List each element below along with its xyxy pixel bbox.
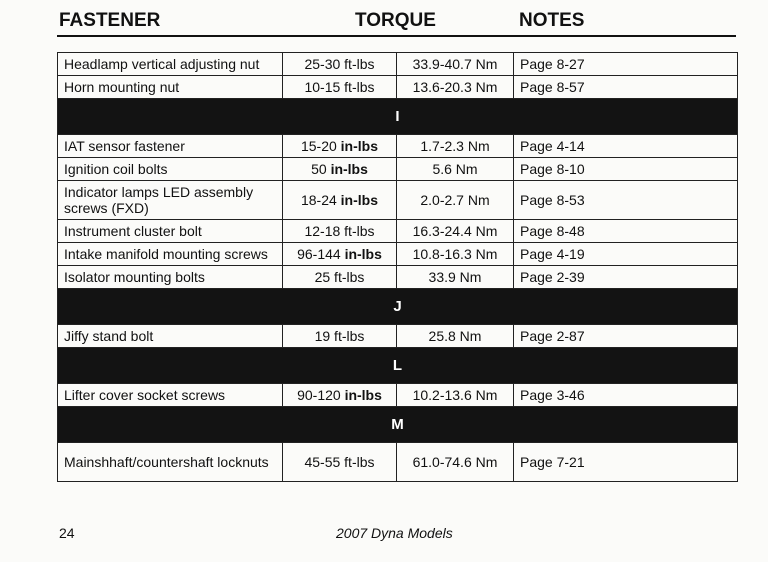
table-row xyxy=(58,135,738,158)
torque-unit: ft-lbs xyxy=(340,454,375,470)
torque-unit: ft-lbs xyxy=(340,79,375,95)
torque-unit: in-lbs xyxy=(340,138,379,154)
section-header-row xyxy=(58,407,738,443)
torque-value: 12-18 xyxy=(304,223,341,239)
notes-cell: Page 8-48 xyxy=(514,220,738,243)
header-torque: TORQUE xyxy=(355,10,436,31)
torque-ftlbs-cell xyxy=(283,158,397,181)
torque-nm-cell: 13.6-20.3 Nm xyxy=(397,76,514,99)
table-row xyxy=(58,53,738,76)
table-row xyxy=(58,243,738,266)
torque-ftlbs-cell xyxy=(283,53,397,76)
section-letter: I xyxy=(58,99,738,135)
fastener-cell: Instrument cluster bolt xyxy=(58,220,283,243)
fastener-cell: IAT sensor fastener xyxy=(58,135,283,158)
notes-cell: Page 4-14 xyxy=(514,135,738,158)
torque-unit: in-lbs xyxy=(344,387,382,403)
torque-unit: ft-lbs xyxy=(330,269,365,285)
notes-cell: Page 2-39 xyxy=(514,266,738,289)
torque-ftlbs-cell xyxy=(283,220,397,243)
fastener-cell: Isolator mounting bolts xyxy=(58,266,283,289)
section-header-row xyxy=(58,99,738,135)
fastener-cell: Indicator lamps LED assembly screws (FXD) xyxy=(58,181,283,220)
torque-value: 90-120 xyxy=(297,387,345,403)
torque-value: 45-55 xyxy=(304,454,341,470)
page-number: 24 xyxy=(59,525,75,541)
torque-nm-cell: 61.0-74.6 Nm xyxy=(397,443,514,482)
torque-value: 96-144 xyxy=(297,246,345,262)
table-row xyxy=(58,158,738,181)
torque-unit: ft-lbs xyxy=(330,328,365,344)
notes-cell: Page 7-21 xyxy=(514,443,738,482)
table-row xyxy=(58,181,738,220)
fastener-cell: Lifter cover socket screws xyxy=(58,384,283,407)
section-letter: M xyxy=(58,407,738,443)
table-row xyxy=(58,266,738,289)
torque-ftlbs-cell xyxy=(283,384,397,407)
torque-nm-cell: 10.8-16.3 Nm xyxy=(397,243,514,266)
torque-ftlbs-cell xyxy=(283,181,397,220)
torque-nm-cell: 25.8 Nm xyxy=(397,325,514,348)
torque-ftlbs-cell xyxy=(283,76,397,99)
torque-value: 25 xyxy=(314,269,331,285)
fastener-cell: Horn mounting nut xyxy=(58,76,283,99)
torque-nm-cell: 2.0-2.7 Nm xyxy=(397,181,514,220)
torque-table xyxy=(57,52,738,482)
notes-cell: Page 3-46 xyxy=(514,384,738,407)
table-row xyxy=(58,220,738,243)
torque-unit: in-lbs xyxy=(340,192,379,208)
torque-ftlbs-cell xyxy=(283,325,397,348)
torque-unit: ft-lbs xyxy=(340,56,375,72)
torque-ftlbs-cell xyxy=(283,443,397,482)
torque-unit: in-lbs xyxy=(344,246,382,262)
notes-cell: Page 8-53 xyxy=(514,181,738,220)
table-row xyxy=(58,76,738,99)
fastener-cell: Mainshhaft/countershaft locknuts xyxy=(58,443,283,482)
torque-value: 18-24 xyxy=(300,192,341,208)
section-header-row xyxy=(58,289,738,325)
notes-cell: Page 4-19 xyxy=(514,243,738,266)
footer-title: 2007 Dyna Models xyxy=(336,525,453,541)
torque-nm-cell: 33.9-40.7 Nm xyxy=(397,53,514,76)
torque-unit: ft-lbs xyxy=(340,223,375,239)
torque-ftlbs-cell xyxy=(283,266,397,289)
fastener-cell: Ignition coil bolts xyxy=(58,158,283,181)
torque-nm-cell: 5.6 Nm xyxy=(397,158,514,181)
header-rule xyxy=(57,35,736,37)
torque-ftlbs-cell xyxy=(283,243,397,266)
torque-value: 50 xyxy=(311,161,331,177)
torque-nm-cell: 16.3-24.4 Nm xyxy=(397,220,514,243)
torque-nm-cell: 1.7-2.3 Nm xyxy=(397,135,514,158)
torque-table-body xyxy=(58,53,738,482)
section-header-row xyxy=(58,348,738,384)
torque-unit: in-lbs xyxy=(330,161,368,177)
section-letter: J xyxy=(58,289,738,325)
torque-ftlbs-cell xyxy=(283,135,397,158)
notes-cell: Page 8-27 xyxy=(514,53,738,76)
notes-cell: Page 8-10 xyxy=(514,158,738,181)
torque-value: 19 xyxy=(314,328,331,344)
fastener-cell: Jiffy stand bolt xyxy=(58,325,283,348)
table-row xyxy=(58,325,738,348)
notes-cell: Page 2-87 xyxy=(514,325,738,348)
fastener-cell: Intake manifold mounting screws xyxy=(58,243,283,266)
torque-nm-cell: 33.9 Nm xyxy=(397,266,514,289)
table-row xyxy=(58,384,738,407)
table-row xyxy=(58,443,738,482)
torque-nm-cell: 10.2-13.6 Nm xyxy=(397,384,514,407)
notes-cell: Page 8-57 xyxy=(514,76,738,99)
fastener-cell: Headlamp vertical adjusting nut xyxy=(58,53,283,76)
torque-value: 25-30 xyxy=(304,56,341,72)
section-letter: L xyxy=(58,348,738,384)
header-fastener: FASTENER xyxy=(59,10,161,31)
header-notes: NOTES xyxy=(519,10,585,31)
torque-value: 10-15 xyxy=(304,79,341,95)
torque-value: 15-20 xyxy=(300,138,341,154)
